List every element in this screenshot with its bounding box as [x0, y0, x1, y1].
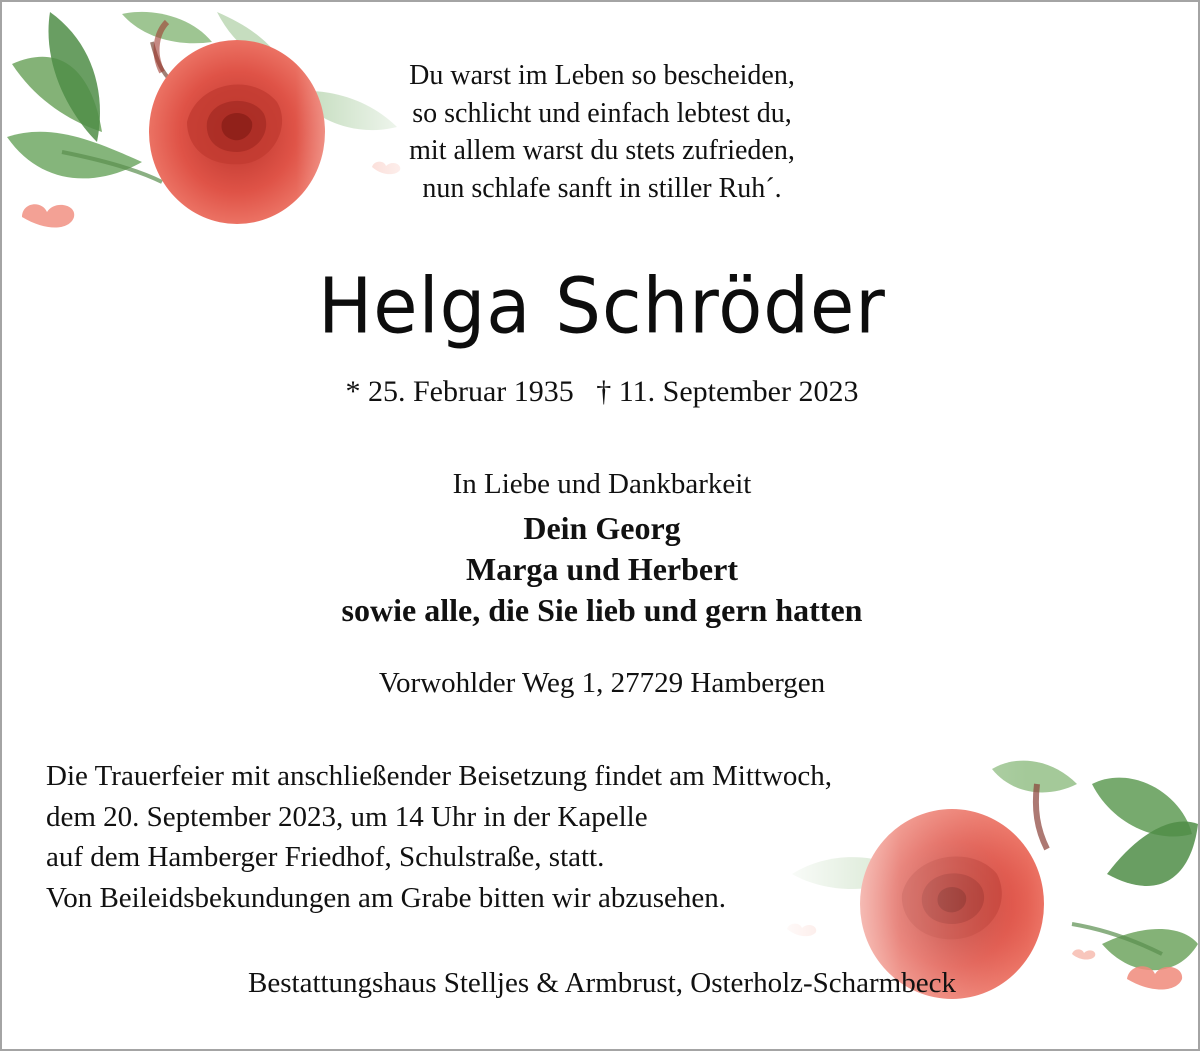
funeral-details	[46, 756, 1026, 918]
poem-line: so schlicht und einfach lebtest du,	[412, 97, 792, 129]
funeral-line: Die Trauerfeier mit anschließender Beisetzung findet am Mittwoch,	[46, 760, 833, 792]
mourner-line: sowie alle, die Sie lieb und gern hatten	[341, 592, 863, 628]
birth-date: * 25. Februar 1935	[345, 375, 574, 408]
deceased-name: Helga Schröder	[318, 261, 886, 351]
mourners-list	[152, 508, 1052, 631]
mourners-intro: In Liebe und Dankbarkeit	[452, 468, 752, 500]
family-address: Vorwohlder Weg 1, 27729 Hambergen	[378, 667, 826, 699]
poem	[302, 57, 902, 207]
life-dates	[202, 375, 1002, 409]
mourner-line: Marga und Herbert	[466, 551, 738, 587]
funeral-line: dem 20. September 2023, um 14 Uhr in der Kapelle	[46, 800, 648, 833]
funeral-line: auf dem Hamberger Friedhof, Schulstraße, statt.	[46, 841, 605, 873]
undertaker: Bestattungshaus Stelljes & Armbrust, Osterholz-Scharmbeck	[248, 967, 956, 999]
funeral-line: Von Beileidsbekundungen am Grabe bitten wir abzusehen.	[46, 881, 726, 914]
poem-line: nun schlafe sanft in stiller Ruh´.	[422, 172, 782, 204]
death-date: † 11. September 2023	[596, 375, 859, 408]
poem-line: Du warst im Leben so bescheiden,	[409, 60, 795, 91]
mourner-line: Dein Georg	[523, 510, 681, 546]
poem-line: mit allem warst du stets zufrieden,	[409, 135, 795, 166]
